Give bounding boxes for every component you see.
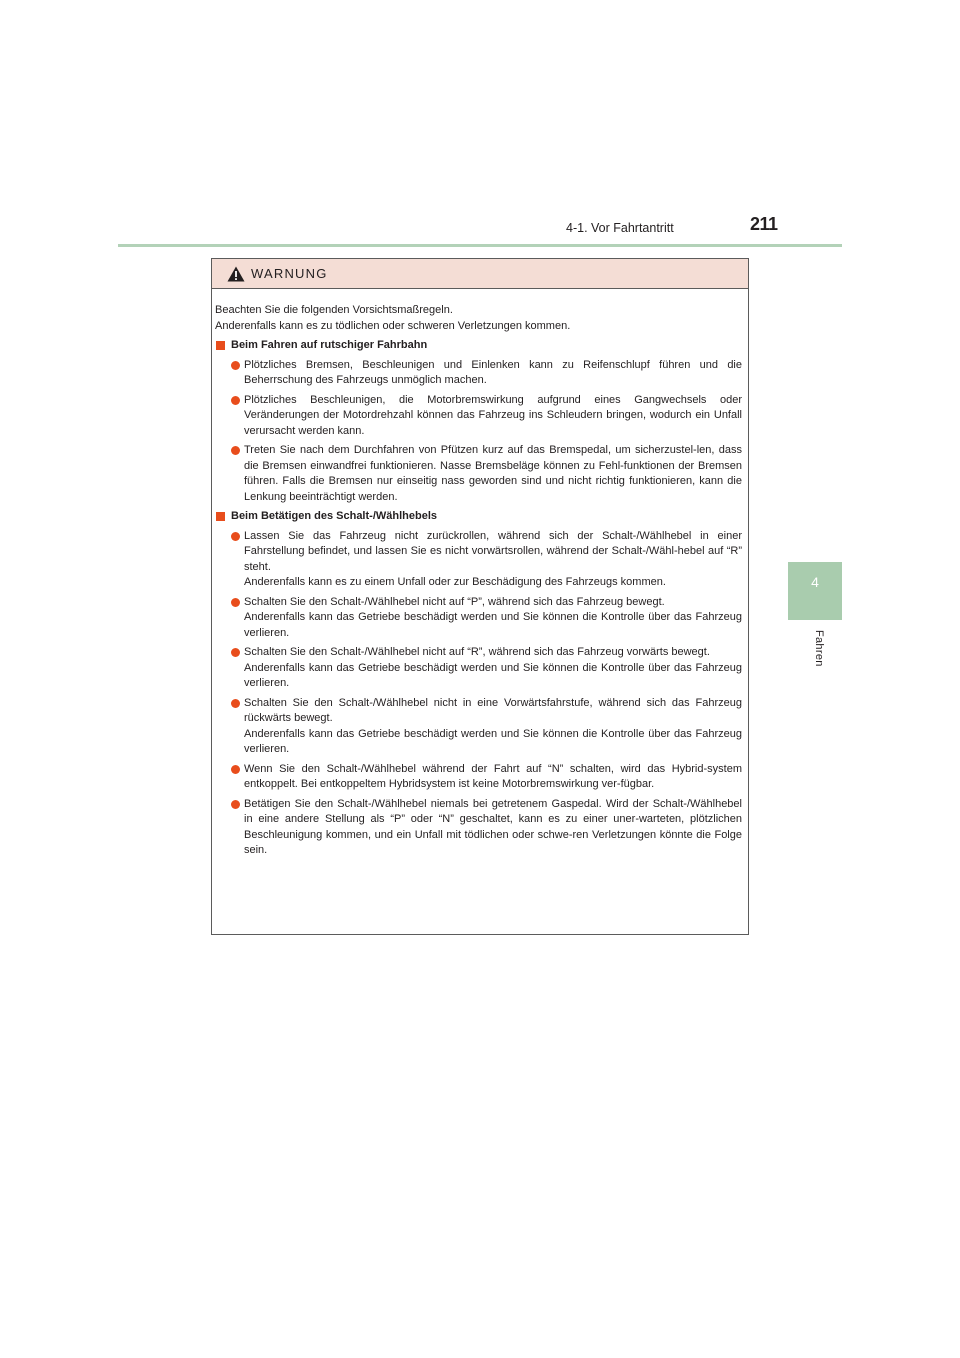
warning-triangle-icon [227, 266, 245, 282]
bullet-text: Betätigen Sie den Schalt-/Wählhebel niemals bei getretenem Gaspedal. Wird der Schalt-/Wählhebel in eine andere Stellung als “P” oder “N” geschaltet, kann es zu einer uner-warteten, plötzlichen Beschleunigung kommen, und ein Unfall mit tödlichen oder schwe-ren Verletzungen könnte die Folge sein. [244, 797, 742, 856]
bullet-item [215, 696, 742, 758]
bullet-item [215, 443, 742, 505]
warning-header [212, 259, 748, 289]
bullet-item [215, 529, 742, 591]
bullet-item [215, 762, 742, 793]
bullet-text: Plötzliches Bremsen, Beschleunigen und Einlenken kann zu Reifenschlupf führen und die Beherrschung des Fahrzeugs unmöglich machen. [244, 358, 742, 386]
bullet-text: Plötzliches Beschleunigen, die Motorbremswirkung aufgrund eines Gangwechsels oder Veränderungen der Motordrehzahl können das Fahrzeug ins Schleudern bringen, wodurch ein Unfall verursacht werden kann. [244, 393, 742, 437]
section-title: 4-1. Vor Fahrtantritt [566, 221, 674, 235]
section-heading-text: Beim Fahren auf rutschiger Fahrbahn [231, 339, 428, 351]
circle-bullet-icon [231, 532, 240, 541]
bullet-text: Anderenfalls kann es zu einem Unfall oder zur Beschädigung des Fahrzeugs kommen. [244, 576, 666, 588]
bullet-text: Anderenfalls kann das Getriebe beschädigt werden und Sie können die Kontrolle über das Fahrzeug verlieren. [244, 727, 742, 755]
circle-bullet-icon [231, 765, 240, 774]
bullet-text: Treten Sie nach dem Durchfahren von Pfützen kurz auf das Bremspedal, um sicherzustel-len, dass die Bremsen einwandfrei funktionieren. Nasse Bremsbeläge können zu Fehl-funktionen der Bremsen führen. Falls die Bremsen nur einseitig nass geworden sind und nicht richtig funktionieren, kann die Lenkung beeinträchtigt werden. [244, 444, 742, 503]
bullet-text: Wenn Sie den Schalt-/Wählhebel während der Fahrt auf “N” schalten, wird das Hybrid-system entkoppelt. Bei entkoppeltem Hybridsystem ist keine Motorbremswirkung ver-fügbar. [244, 762, 742, 790]
bullet-text: Schalten Sie den Schalt-/Wählhebel nicht auf “P”, während sich das Fahrzeug bewegt. [244, 595, 665, 608]
chapter-label: Fahren [813, 630, 825, 667]
bullet-text: Anderenfalls kann das Getriebe beschädigt werden und Sie können die Kontrolle über das Fahrzeug verlieren. [244, 611, 742, 639]
square-bullet-icon [216, 341, 225, 350]
square-bullet-icon [216, 512, 225, 521]
bullet-item [215, 797, 742, 859]
circle-bullet-icon [231, 699, 240, 708]
page-number: 211 [750, 214, 778, 234]
intro-line: Beachten Sie die folgenden Vorsichtsmaßregeln. [215, 304, 453, 316]
circle-bullet-icon [231, 598, 240, 607]
circle-bullet-icon [231, 396, 240, 405]
bullet-text: Anderenfalls kann das Getriebe beschädigt werden und Sie können die Kontrolle über das Fahrzeug verlieren. [244, 661, 742, 689]
bullet-item [215, 645, 742, 692]
warning-box [211, 258, 749, 935]
warning-title: WARNUNG [251, 266, 328, 281]
chapter-tab: 4 [788, 562, 842, 620]
warning-sections [215, 338, 742, 859]
section-heading-text: Beim Betätigen des Schalt-/Wählhebels [231, 510, 437, 522]
section-heading [215, 338, 742, 354]
bullet-item [215, 358, 742, 389]
circle-bullet-icon [231, 648, 240, 657]
warning-body [212, 289, 748, 859]
bullet-text: Schalten Sie den Schalt-/Wählhebel nicht in eine Vorwärtsfahrstufe, während sich das Fahrzeug rückwärts bewegt. [244, 696, 742, 724]
bullet-item [215, 393, 742, 440]
circle-bullet-icon [231, 800, 240, 809]
circle-bullet-icon [231, 446, 240, 455]
warning-intro [215, 303, 742, 334]
bullet-text: Lassen Sie das Fahrzeug nicht zurückrollen, während sich der Schalt-/Wählhebel in einer Fahrstellung befindet, und lassen Sie es nicht vorwärtsrollen, während der Schalt-/Wähl-hebel auf “R” steht. [244, 529, 742, 573]
header-divider [118, 244, 842, 247]
circle-bullet-icon [231, 361, 240, 370]
section-heading [215, 509, 742, 525]
bullet-item [215, 595, 742, 642]
intro-line: Anderenfalls kann es zu tödlichen oder schweren Verletzungen kommen. [215, 319, 571, 332]
bullet-text: Schalten Sie den Schalt-/Wählhebel nicht auf “R”, während sich das Fahrzeug vorwärts bewegt. [244, 646, 710, 658]
